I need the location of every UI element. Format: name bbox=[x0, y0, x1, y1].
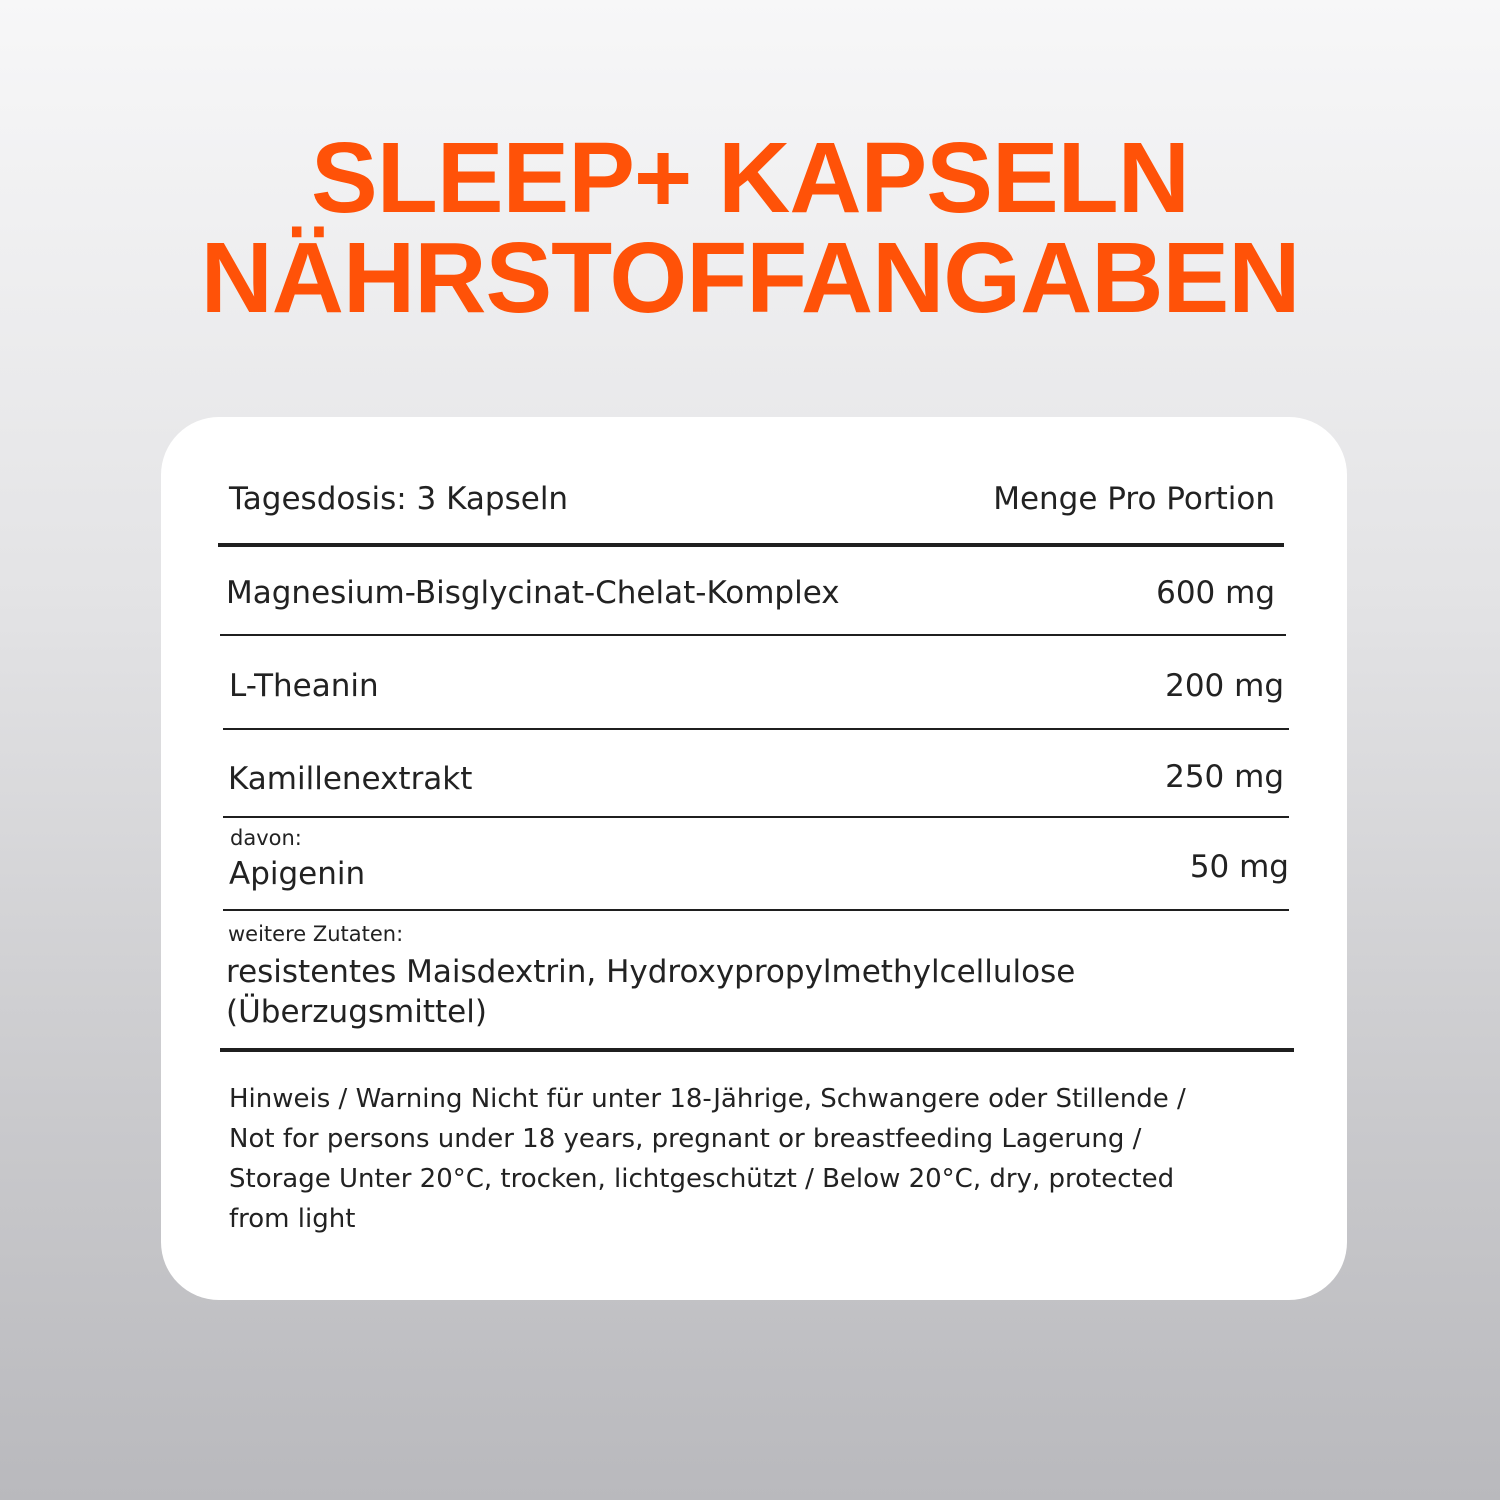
title-line-2: NÄHRSTOFFANGABEN bbox=[200, 222, 1300, 334]
ingredients-label: weitere Zutaten: bbox=[228, 922, 404, 946]
row-divider bbox=[220, 634, 1286, 636]
nutrient-name-theanin: L-Theanin bbox=[229, 668, 379, 704]
nutrient-name-chamomile: Kamillenextrakt bbox=[228, 761, 473, 797]
row-divider bbox=[223, 816, 1289, 818]
nutrient-name-apigenin: Apigenin bbox=[229, 856, 366, 892]
nutrient-amount-apigenin: 50 mg bbox=[1189, 849, 1289, 885]
page-title bbox=[0, 122, 1500, 334]
ingredients-text-line-2: (Überzugsmittel) bbox=[226, 994, 487, 1030]
header-divider bbox=[218, 543, 1284, 547]
notice-line-2: Not for persons under 18 years, pregnant or breastfeeding Lagerung / bbox=[229, 1124, 1142, 1154]
nutrient-prefix-davon: davon: bbox=[230, 826, 302, 850]
nutrient-amount-chamomile: 250 mg bbox=[1165, 759, 1284, 795]
notice-line-3: Storage Unter 20°C, trocken, lichtgeschützt / Below 20°C, dry, protected bbox=[229, 1164, 1175, 1194]
nutrition-facts-card bbox=[161, 417, 1347, 1300]
nutrient-amount-magnesium: 600 mg bbox=[1156, 575, 1275, 611]
notice-line-1: Hinweis / Warning Nicht für unter 18-Jährige, Schwangere oder Stillende / bbox=[229, 1084, 1186, 1114]
ingredients-divider bbox=[220, 1048, 1294, 1052]
row-divider bbox=[223, 728, 1289, 730]
daily-dose-label: Tagesdosis: 3 Kapseln bbox=[229, 481, 569, 517]
notice-line-4: from light bbox=[229, 1204, 356, 1234]
title-line-1: SLEEP+ KAPSELN bbox=[311, 122, 1189, 234]
nutrient-amount-theanin: 200 mg bbox=[1165, 668, 1284, 704]
ingredients-text-line-1: resistentes Maisdextrin, Hydroxypropylmethylcellulose bbox=[226, 954, 1076, 990]
nutrient-name-magnesium: Magnesium-Bisglycinat-Chelat-Komplex bbox=[226, 575, 840, 611]
amount-per-portion-label: Menge Pro Portion bbox=[993, 481, 1275, 517]
row-divider bbox=[223, 909, 1289, 911]
